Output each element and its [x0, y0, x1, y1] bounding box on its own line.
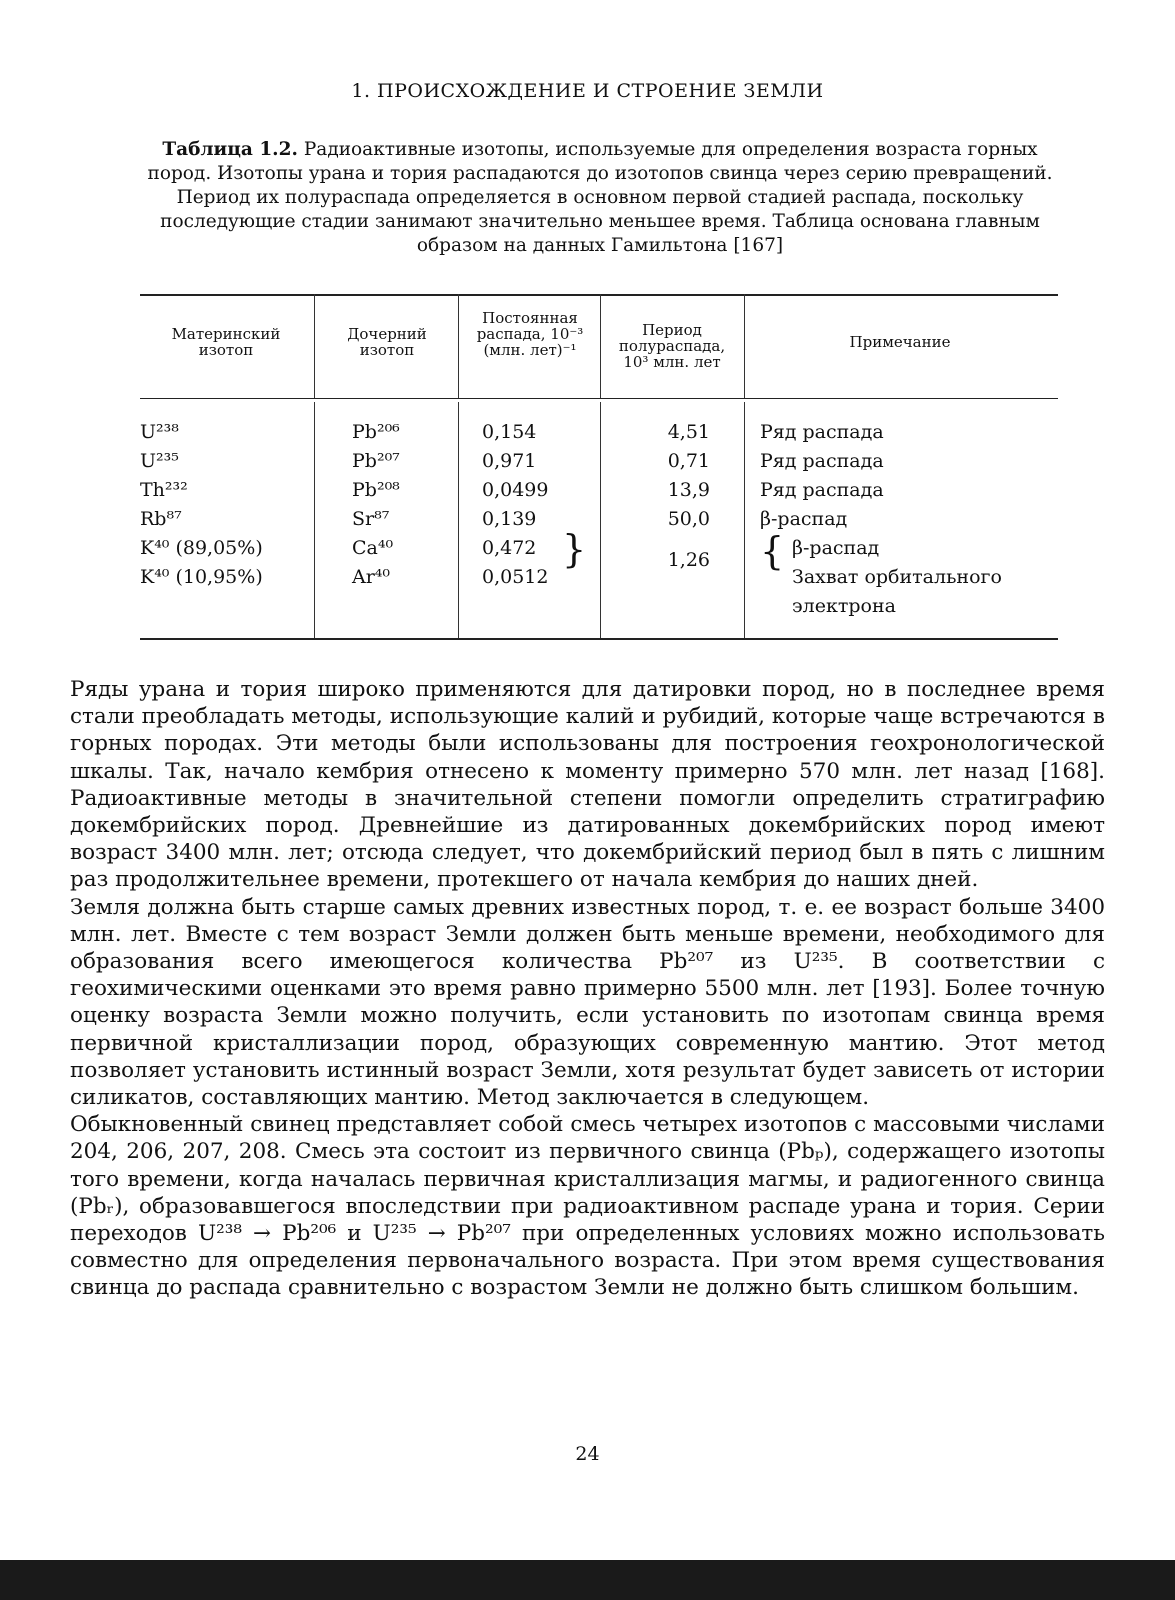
- col-divider: [314, 294, 315, 398]
- table-cell: Ряд распада: [760, 479, 884, 501]
- paragraph: Земля должна быть старше самых древних известных пород, т. е. ее возраст больше 3400 млн. лет. Вместе с тем возраст Земли должен быть меньше времени, необходимого для образования всего имеющегося количества Pb²⁰⁷ из U²³⁵. В соответствии с геохимическими оценками это время равно примерно 5500 млн. лет [193]. Более точную оценку возраста Земли можно получить, если установить по изотопам свинца время первичной кристаллизации пород, образующих современную мантию. Этот метод позволяет установить истинный возраст Земли, хотя результат будет зависеть от истории силикатов, составляющих мантию. Метод заключается в следующем.: [70, 894, 1105, 1111]
- table-cell: Pb²⁰⁸: [352, 479, 400, 501]
- table-cell: Sr⁸⁷: [352, 508, 390, 530]
- table-top-rule: [140, 294, 1058, 296]
- table-cell: U²³⁵: [140, 450, 179, 472]
- table-cell: Ca⁴⁰: [352, 537, 394, 559]
- table-caption-text: Радиоактивные изотопы, используемые для определения возраста горных пород. Изотопы урана и тория распадаются до изотопов свинца через серию превращений. Период их полураспада определяется в основном первой стадией распада, поскольку последующие стадии занимают значительно меньшее время. Таблица основана главным образом на данных Гамильтона [167]: [147, 139, 1053, 256]
- table-caption: [140, 138, 1060, 258]
- scan-border: [0, 1560, 1175, 1600]
- left-brace-icon: {: [760, 529, 785, 573]
- page-number: 24: [575, 1443, 600, 1465]
- right-brace-icon: }: [562, 527, 587, 571]
- col-divider: [458, 402, 459, 638]
- table-cell: K⁴⁰ (89,05%): [140, 537, 263, 559]
- table-cell: 0,472: [482, 537, 537, 559]
- header-note: Примечание: [849, 333, 951, 351]
- table-cell: Th²³²: [140, 479, 188, 501]
- col-divider: [458, 294, 459, 398]
- table-cell: Ряд распада: [760, 450, 884, 472]
- table-cell: 0,71: [667, 450, 710, 472]
- header-half-life: Период полураспада, 10³ млн. лет: [618, 321, 726, 371]
- table-cell: Захват орбитального электрона: [792, 566, 1002, 617]
- table-cell: 0,0499: [482, 479, 549, 501]
- col-divider: [314, 402, 315, 638]
- note-column: [760, 418, 1056, 621]
- col-divider: [744, 294, 745, 398]
- table-cell: 0,139: [482, 508, 537, 530]
- table-bottom-rule: [140, 638, 1058, 640]
- col-divider: [744, 402, 745, 638]
- running-head: 1. ПРОИСХОЖДЕНИЕ И СТРОЕНИЕ ЗЕМЛИ: [351, 80, 824, 102]
- table-cell: 50,0: [667, 508, 710, 530]
- table-cell: Ar⁴⁰: [352, 566, 391, 588]
- parent-isotope-column: [140, 418, 312, 592]
- table-cell: 4,51: [667, 421, 710, 443]
- table-cell: 0,0512: [482, 566, 549, 588]
- half-life-column: [620, 418, 710, 571]
- table-cell: K⁴⁰ (10,95%): [140, 566, 263, 588]
- table-cell: 1,26: [667, 549, 710, 571]
- table-cell: 13,9: [667, 479, 710, 501]
- daughter-isotope-column: [352, 418, 452, 592]
- body-text: [70, 676, 1105, 1302]
- table-cell: β-распад: [792, 537, 880, 559]
- header-daughter-isotope: Дочерний изотоп: [347, 325, 427, 359]
- table-cell: Rb⁸⁷: [140, 508, 182, 530]
- header-parent-isotope: Материнский изотоп: [171, 325, 281, 359]
- table-cell: Pb²⁰⁶: [352, 421, 400, 443]
- table-cell: 0,154: [482, 421, 537, 443]
- col-divider: [600, 402, 601, 638]
- table-cell: Ряд распада: [760, 421, 884, 443]
- table-cell: 0,971: [482, 450, 537, 472]
- paragraph: Обыкновенный свинец представляет собой смесь четырех изотопов с массовыми числами 204, 206, 207, 208. Смесь эта состоит из первичного свинца (Pbₚ), содержащего изотопы того времени, когда началась первичная кристаллизация магмы, и радиогенного свинца (Pbᵣ), образовавшегося впоследствии при радиоактивном распаде урана и тория. Серии переходов U²³⁸ → Pb²⁰⁶ и U²³⁵ → Pb²⁰⁷ при определенных условиях можно использовать совместно для определения первоначального возраста. При этом время существования свинца до распада сравнительно с возрастом Земли не должно быть слишком большим.: [70, 1112, 1105, 1301]
- table-cell: β-распад: [760, 508, 848, 530]
- col-divider: [600, 294, 601, 398]
- table-caption-label: Таблица 1.2.: [162, 139, 298, 160]
- table-header-rule: [140, 398, 1058, 399]
- table-cell: U²³⁸: [140, 421, 179, 443]
- header-decay-constant: Постоянная распада, 10⁻³ (млн. лет)⁻¹: [476, 309, 584, 359]
- table-cell: Pb²⁰⁷: [352, 450, 400, 472]
- paragraph: Ряды урана и тория широко применяются для датировки пород, но в последнее время стали преобладать методы, использующие калий и рубидий, которые чаще встречаются в горных породах. Эти методы были использованы для построения геохронологической шкалы. Так, начало кембрия отнесено к моменту примерно 570 млн. лет назад [168]. Радиоактивные методы в значительной степени помогли определить стратиграфию докембрийских пород. Древнейшие из датированных докембрийских пород имеют возраст 3400 млн. лет; отсюда следует, что докембрийский период был в пять с лишним раз продолжительнее времени, протекшего от начала кембрия до наших дней.: [70, 677, 1105, 893]
